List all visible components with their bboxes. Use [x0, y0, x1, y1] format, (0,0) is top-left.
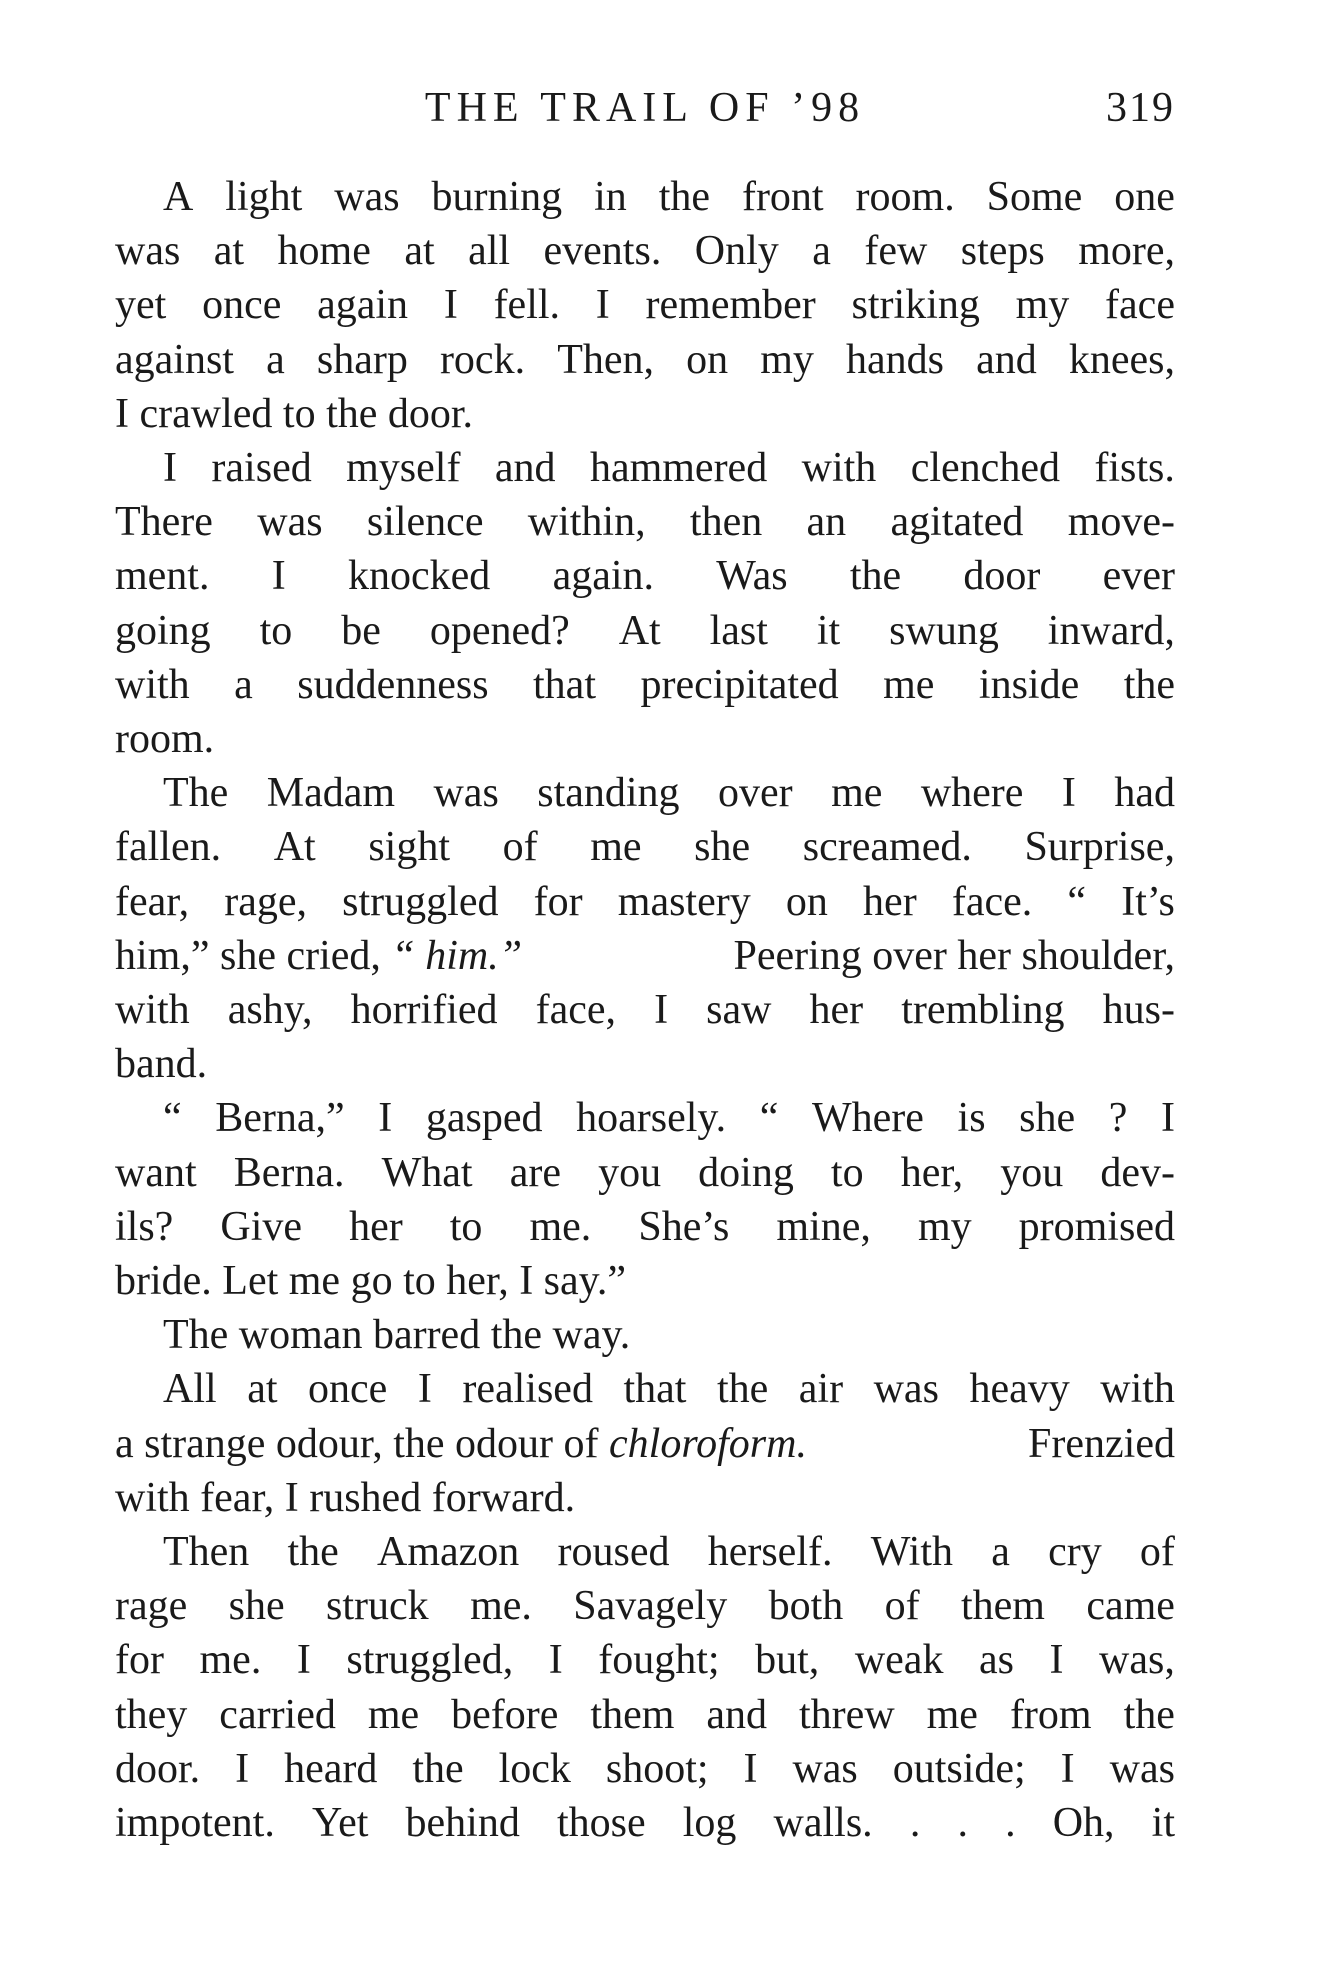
word: impotent.: [115, 1800, 275, 1847]
text-line: bride. Let me go to her, I say.”: [115, 1258, 627, 1305]
word: of: [884, 1583, 920, 1630]
text-line: [115, 766, 1175, 820]
word: where: [920, 770, 1024, 817]
word: remember: [645, 282, 816, 329]
text-line: [115, 983, 1175, 1037]
word: I: [417, 1366, 432, 1413]
word: with: [115, 661, 190, 708]
word: at: [404, 228, 435, 275]
text-segment: Peering over her shoulder,: [712, 932, 1175, 979]
word: realised: [462, 1366, 593, 1413]
word: opened?: [429, 607, 570, 654]
word: Give: [220, 1203, 303, 1250]
word: rock.: [439, 336, 526, 383]
word: in: [594, 174, 627, 220]
word: last: [709, 607, 768, 654]
word: behind: [405, 1800, 520, 1847]
text-line: [115, 658, 1175, 712]
word: “: [759, 1095, 779, 1142]
word: Only: [694, 228, 779, 275]
word: me.: [199, 1637, 262, 1684]
word: With: [870, 1529, 953, 1576]
word: dev-: [1100, 1149, 1175, 1196]
word: she: [694, 824, 751, 871]
text-line-mixed: [115, 929, 1175, 983]
word: hoarsely.: [576, 1095, 727, 1142]
word: room.: [855, 174, 955, 220]
word: was,: [1099, 1637, 1175, 1684]
word: me: [367, 1691, 420, 1738]
paragraph-2: [115, 441, 1175, 766]
word: fallen.: [115, 824, 222, 871]
word: against: [115, 336, 234, 383]
text-line: [115, 1579, 1175, 1633]
page-header: [115, 78, 1175, 138]
word: and: [494, 445, 556, 492]
word: me: [883, 661, 935, 708]
word: hammered: [589, 445, 768, 492]
word: that: [533, 661, 596, 708]
word: face: [1105, 282, 1175, 329]
text-line: [115, 1796, 1175, 1850]
word: over: [718, 770, 793, 817]
text-line: room.: [115, 716, 215, 763]
text-line: [115, 170, 1175, 224]
text-line: [115, 1146, 1175, 1200]
word: steps: [960, 228, 1045, 275]
word: I: [595, 282, 610, 329]
word: fear,: [115, 878, 190, 925]
word: front: [741, 174, 824, 220]
paragraph-5: [115, 1308, 1175, 1362]
word: a: [266, 336, 285, 383]
word: sharp: [316, 336, 408, 383]
word: gasped: [425, 1095, 543, 1142]
word: hus-: [1102, 987, 1175, 1034]
word: she: [1019, 1095, 1076, 1142]
word: door: [963, 553, 1041, 600]
word: Berna,”: [215, 1095, 345, 1142]
word: At: [618, 607, 661, 654]
word: Then,: [557, 336, 654, 383]
italic-text: “ him.”: [391, 932, 523, 979]
word: was: [792, 1745, 858, 1792]
word: her,: [900, 1149, 964, 1196]
word: to: [449, 1203, 483, 1250]
text-line: The woman barred the way.: [163, 1312, 631, 1359]
word: to: [259, 607, 293, 654]
text-line: [115, 604, 1175, 658]
word: mine,: [776, 1203, 871, 1250]
word: Surprise,: [1024, 824, 1175, 871]
word: “: [1067, 878, 1087, 925]
word: on: [785, 878, 828, 925]
word: heavy: [969, 1366, 1070, 1413]
word: she: [228, 1583, 285, 1630]
word: mastery: [617, 878, 751, 925]
word: clenched: [910, 445, 1060, 492]
word: was: [873, 1366, 939, 1413]
word: them: [961, 1583, 1045, 1630]
word: promised: [1018, 1203, 1175, 1250]
word: Where: [812, 1095, 924, 1142]
word: myself: [346, 445, 461, 492]
word: sight: [368, 824, 451, 871]
word: an: [806, 499, 847, 546]
word: outside;: [892, 1745, 1026, 1792]
running-title: THE TRAIL OF ’98: [424, 85, 866, 131]
word: me.: [529, 1203, 592, 1250]
word: at: [247, 1366, 278, 1413]
word: the: [287, 1529, 339, 1576]
word: was: [115, 228, 181, 275]
word: heard: [284, 1745, 378, 1792]
italic-text: chloroform.: [609, 1420, 807, 1467]
word: the: [716, 1366, 769, 1413]
word: ever: [1102, 553, 1175, 600]
word: once: [202, 282, 282, 329]
word: It’s: [1121, 878, 1175, 925]
word: her: [863, 878, 917, 925]
word: again.: [552, 553, 655, 600]
word: herself.: [707, 1529, 833, 1576]
text-line: with fear, I rushed forward.: [115, 1474, 576, 1521]
word: was: [334, 174, 400, 220]
word: them: [590, 1691, 675, 1738]
word: What: [381, 1149, 473, 1196]
word: ?: [1108, 1095, 1128, 1142]
word: fists.: [1094, 445, 1175, 492]
word: Was: [716, 553, 788, 600]
text-line: [115, 875, 1175, 929]
word: I: [443, 282, 458, 329]
word: those: [556, 1800, 646, 1847]
word: had: [1114, 770, 1175, 817]
word: at: [213, 228, 245, 275]
word: my: [760, 336, 814, 383]
word: I: [548, 1637, 563, 1684]
word: and: [976, 336, 1037, 383]
word: struggled: [342, 878, 499, 925]
word: you: [1000, 1149, 1064, 1196]
word: I: [271, 553, 286, 600]
word: that: [623, 1366, 687, 1413]
word: shoot;: [605, 1745, 709, 1792]
word: of: [502, 824, 538, 871]
word: me: [926, 1691, 978, 1738]
word: yet: [115, 282, 167, 329]
word: light: [225, 174, 303, 220]
word: cry: [1048, 1529, 1102, 1576]
word: A: [163, 174, 194, 220]
word: hands: [845, 336, 944, 383]
paragraph-4: [115, 1091, 1175, 1308]
text-line: [115, 1742, 1175, 1796]
text-line: [115, 1362, 1175, 1416]
text-line: [115, 441, 1175, 495]
word: me.: [470, 1583, 532, 1630]
word: I: [743, 1745, 758, 1792]
word: from: [1009, 1691, 1092, 1738]
word: I: [1060, 1745, 1075, 1792]
word: ashy,: [227, 987, 313, 1034]
word: you: [598, 1149, 662, 1196]
word: face.: [951, 878, 1033, 925]
word: carried: [219, 1691, 336, 1738]
word: my: [1015, 282, 1070, 329]
word: walls.: [773, 1800, 873, 1847]
word: once: [308, 1366, 388, 1413]
word: be: [341, 607, 381, 654]
word: I: [1049, 1637, 1064, 1684]
word: are: [509, 1149, 561, 1196]
word: knees,: [1068, 336, 1175, 383]
word: was: [1109, 1745, 1175, 1792]
text-segment: him,” she cried,: [115, 932, 392, 979]
word: suddenness: [297, 661, 489, 708]
word: events.: [543, 228, 662, 275]
text-segment: Frenzied: [1007, 1420, 1175, 1467]
word: Savagely: [573, 1583, 728, 1630]
word: me: [831, 770, 883, 817]
word: with: [801, 445, 877, 492]
word: I: [296, 1637, 311, 1684]
text-line: band.: [115, 1041, 208, 1088]
word: inward,: [1047, 607, 1175, 654]
text-line: [115, 333, 1175, 387]
word: burning: [431, 174, 563, 220]
word: the: [1123, 661, 1175, 708]
word: I: [235, 1745, 250, 1792]
paragraph-3: [115, 766, 1175, 1091]
word: I: [1160, 1095, 1175, 1142]
text-line: [115, 1525, 1175, 1579]
word: and: [706, 1691, 768, 1738]
word: on: [686, 336, 729, 383]
word: within,: [527, 499, 646, 546]
word: then: [689, 499, 763, 546]
word: screamed.: [802, 824, 972, 871]
word: saw: [706, 987, 772, 1034]
word: At: [273, 824, 316, 871]
word: fell.: [493, 282, 561, 329]
word: standing: [537, 770, 680, 817]
word: ment.: [115, 553, 210, 600]
word: it: [1151, 1800, 1175, 1847]
paragraph-1: [115, 170, 1175, 441]
word: The: [163, 770, 229, 817]
word: was: [257, 499, 323, 546]
word: is: [957, 1095, 986, 1142]
word: came: [1086, 1583, 1175, 1630]
word: Berna.: [233, 1149, 345, 1196]
word: move-: [1067, 499, 1175, 546]
word: I: [378, 1095, 393, 1142]
word: to: [830, 1149, 864, 1196]
paragraph-6: [115, 1362, 1175, 1525]
word: my: [917, 1203, 972, 1250]
word: few: [864, 228, 928, 275]
text-segment: a strange odour, the odour of: [115, 1420, 610, 1467]
word: but,: [755, 1637, 820, 1684]
text-line: [115, 495, 1175, 549]
word: going: [115, 607, 211, 654]
word: the: [658, 174, 711, 220]
text-line: [115, 820, 1175, 874]
word: the: [412, 1745, 464, 1792]
word: doing: [698, 1149, 794, 1196]
word: her: [809, 987, 864, 1034]
text-line: [115, 278, 1175, 332]
word: Then: [163, 1529, 250, 1576]
page-number: 319: [1106, 85, 1175, 131]
word: I: [654, 987, 669, 1034]
word: rage: [115, 1583, 188, 1630]
word: Yet: [311, 1800, 369, 1847]
word: me: [590, 824, 642, 871]
text-line: [115, 1633, 1175, 1687]
word: a: [991, 1529, 1010, 1576]
word: home: [277, 228, 371, 275]
word: Some: [986, 174, 1083, 220]
word: a: [234, 661, 253, 708]
word: one: [1114, 174, 1175, 220]
word: of: [1139, 1529, 1175, 1576]
word: precipitated: [640, 661, 839, 708]
word: with: [115, 987, 190, 1034]
word: air: [798, 1366, 844, 1413]
word: fought;: [598, 1637, 720, 1684]
word: Madam: [266, 770, 396, 817]
word: swung: [889, 607, 999, 654]
word: roused: [557, 1529, 670, 1576]
word: weak: [854, 1637, 944, 1684]
word: I: [163, 445, 177, 492]
text-line-mixed: [115, 1417, 1175, 1471]
word: ils?: [115, 1203, 174, 1250]
text-line: [115, 1091, 1175, 1145]
word: She’s: [638, 1203, 730, 1250]
word: horrified: [350, 987, 498, 1034]
word: as: [978, 1637, 1014, 1684]
text-line: I crawled to the door.: [115, 390, 474, 437]
word: all: [468, 228, 511, 275]
word: both: [768, 1583, 844, 1630]
text-line: [115, 1688, 1175, 1742]
text-line: [115, 1200, 1175, 1254]
word: raised: [211, 445, 312, 492]
word: log: [682, 1800, 737, 1847]
word: before: [451, 1691, 559, 1738]
word: her: [349, 1203, 403, 1250]
word: rage,: [224, 878, 308, 925]
word: the: [1123, 1691, 1175, 1738]
word: for: [533, 878, 583, 925]
word: All: [163, 1366, 217, 1413]
word: again: [317, 282, 409, 329]
text-line: [115, 549, 1175, 603]
word: silence: [366, 499, 484, 546]
word: .: [909, 1800, 921, 1847]
word: agitated: [890, 499, 1024, 546]
word: struck: [326, 1583, 429, 1630]
word: for: [115, 1637, 164, 1684]
body-text: [115, 170, 1175, 1850]
word: was: [433, 770, 499, 817]
word: .: [957, 1800, 968, 1847]
word: lock: [498, 1745, 571, 1792]
word: a: [812, 228, 831, 275]
word: face,: [535, 987, 616, 1034]
paragraph-7: [115, 1525, 1175, 1850]
word: trembling: [901, 987, 1065, 1034]
word: the: [849, 553, 902, 600]
word: they: [115, 1691, 188, 1738]
word: Amazon: [377, 1529, 520, 1576]
word: threw: [799, 1691, 895, 1738]
word: more,: [1078, 228, 1175, 275]
word: .: [1005, 1800, 1016, 1847]
word: There: [115, 499, 213, 546]
word: with: [1100, 1366, 1175, 1413]
word: “: [163, 1095, 182, 1142]
word: want: [115, 1149, 197, 1196]
word: knocked: [348, 553, 491, 600]
text-line: [115, 224, 1175, 278]
word: it: [816, 607, 841, 654]
word: striking: [851, 282, 980, 329]
word: Oh,: [1052, 1800, 1115, 1847]
word: I: [1061, 770, 1076, 817]
word: inside: [978, 661, 1080, 708]
word: struggled,: [346, 1637, 514, 1684]
word: door.: [115, 1745, 201, 1792]
